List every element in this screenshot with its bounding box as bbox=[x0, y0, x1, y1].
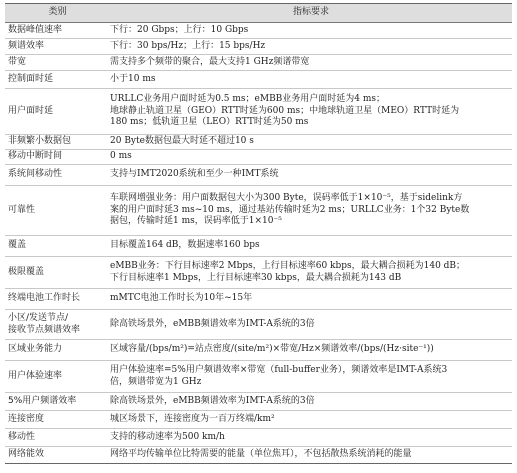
table-row bbox=[5, 411, 512, 429]
row-label: 移动性 bbox=[8, 431, 36, 442]
table-row bbox=[5, 393, 512, 411]
table-row bbox=[5, 23, 512, 39]
row-label: 用户面时延 bbox=[8, 105, 54, 116]
header-category: 类别 bbox=[48, 7, 67, 18]
row-value: 除高铁场景外，eMBB频谱效率为IMT-A系统的3倍 bbox=[110, 395, 315, 406]
row-label: 5%用户频谱效率 bbox=[8, 395, 77, 406]
row-value: 下行：20 Gbps；上行：10 Gbps bbox=[110, 24, 249, 35]
row-label: 数据峰值速率 bbox=[8, 24, 63, 35]
row-label: 终端电池工作时长 bbox=[8, 293, 81, 304]
row-value: 20 Byte数据包最大时延不超过10 s bbox=[110, 136, 254, 147]
table-header bbox=[5, 3, 512, 23]
row-label: 区域业务能力 bbox=[8, 344, 63, 355]
row-value: 下行：30 bps/Hz；上行：15 bps/Hz bbox=[110, 40, 266, 51]
row-label: 频谱效率 bbox=[8, 40, 45, 51]
row-label: 系统间移动性 bbox=[8, 169, 63, 180]
row-value: eMBB业务：下行目标速率2 Mbps，上行目标速率60 kbps，最大耦合损耗为140 dB； 下行目标速率1 Mbps，上行目标速率30 kbps，最大耦合损耗为143 dB bbox=[110, 260, 466, 283]
table-row bbox=[5, 289, 512, 310]
row-value: 网络平均传输单位比特需要的能量（单位焦耳），不包括散热系统消耗的能量 bbox=[110, 449, 412, 460]
row-value: 支持与IMT2020系统和至少一种IMT系统 bbox=[110, 169, 279, 180]
row-label: 可靠性 bbox=[8, 204, 36, 215]
row-value: 区域容量/(bps/m²)=站点密度/(site/m²)×带宽/Hz×频谱效率/(bps/(Hz·site⁻¹)) bbox=[110, 344, 434, 355]
header-requirement: 指标要求 bbox=[292, 7, 329, 18]
row-label: 覆盖 bbox=[8, 240, 27, 251]
row-value: 车联网增强业务：用户面数据包大小为300 Byte，误码率低于1×10⁻⁵，基于sidelink方 案的用户面时延3 ms~10 ms，通过基站传输时延为2 ms；URLLC业务：1个32 Byte数 据包，传输时延1 ms，误码率低于1×10⁻⁵ bbox=[110, 192, 470, 227]
row-value: 城区场景下，连接密度为一百万终端/km² bbox=[110, 413, 275, 424]
row-label: 移动中断时间 bbox=[8, 151, 63, 162]
table-row bbox=[5, 236, 512, 257]
row-value: 小于10 ms bbox=[110, 73, 156, 84]
table-row bbox=[5, 71, 512, 89]
row-value: 支持的移动速率为500 km/h bbox=[110, 431, 225, 442]
row-value: URLLC业务用户面时延为0.5 ms；eMBB业务用户面时延为4 ms； 地球静止轨道卫星（GEO）RTT时延为600 ms；中地球轨道卫星（MEO）RTT时延为 180 ms；低轨道卫星（LEO）RTT时延为50 ms bbox=[110, 93, 460, 128]
table-row bbox=[5, 340, 512, 361]
row-value: 除高铁场景外，eMBB频谱效率为IMT-A系统的3倍 bbox=[110, 318, 315, 329]
indicator-table bbox=[5, 3, 512, 464]
table-row bbox=[5, 55, 512, 71]
row-value: 0 ms bbox=[110, 151, 132, 162]
row-value: mMTC电池工作时长为10年~15年 bbox=[110, 293, 253, 304]
row-label: 用户体验速率 bbox=[8, 370, 63, 381]
table-row bbox=[5, 257, 512, 289]
row-value: 需支持多个频带的聚合，最大支持1 GHz频谱带宽 bbox=[110, 56, 310, 67]
row-label: 极限覆盖 bbox=[8, 266, 45, 277]
table-row bbox=[5, 165, 512, 186]
row-label: 控制面时延 bbox=[8, 73, 54, 84]
table-row bbox=[5, 361, 512, 393]
row-label: 带宽 bbox=[8, 56, 27, 67]
table-row bbox=[5, 310, 512, 340]
table-row bbox=[5, 135, 512, 150]
row-value: 用户体验速率=5%用户频谱效率×带宽（full-buffer业务），频谱效率是IMT-A系统3 倍，频谱带宽为1 GHz bbox=[110, 364, 448, 387]
table-row bbox=[5, 429, 512, 447]
table-row bbox=[5, 150, 512, 165]
row-value: 目标覆盖164 dB，数据速率160 bps bbox=[110, 240, 260, 251]
row-label: 小区/发送节点/ 接收节点频谱效率 bbox=[8, 312, 81, 335]
row-label: 连接密度 bbox=[8, 413, 45, 424]
row-label: 网络能效 bbox=[8, 449, 45, 460]
row-label: 非频繁小数据包 bbox=[8, 136, 72, 147]
table-row bbox=[5, 447, 512, 464]
table-row bbox=[5, 186, 512, 236]
table-row bbox=[5, 39, 512, 55]
table-row bbox=[5, 89, 512, 135]
